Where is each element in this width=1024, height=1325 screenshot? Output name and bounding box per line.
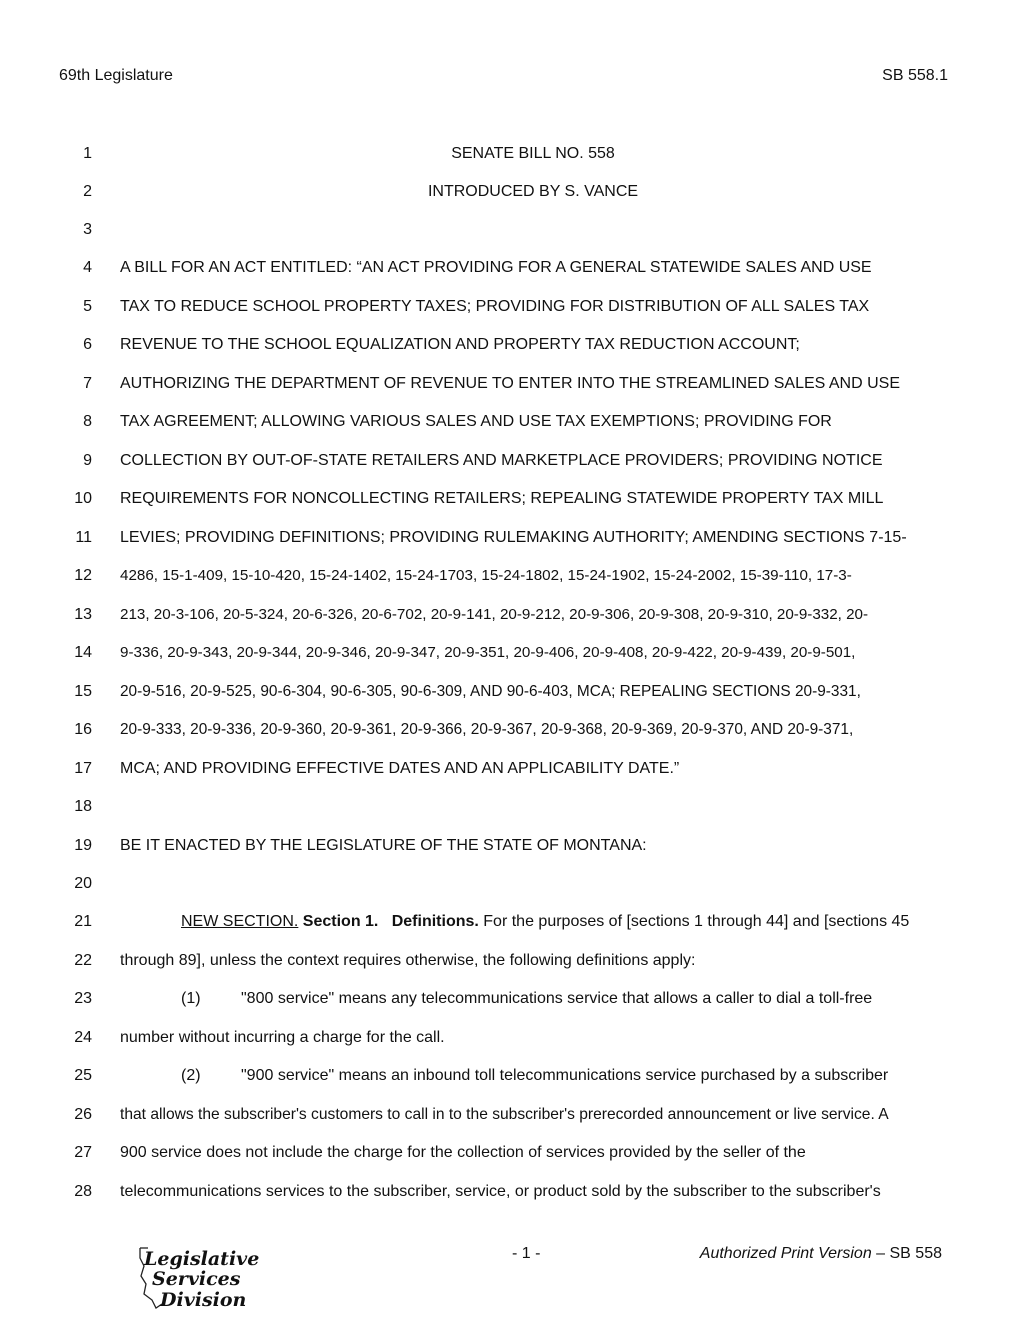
line-number: 2 xyxy=(83,183,92,200)
page-number: - 1 - xyxy=(512,1245,541,1262)
line-number: 1 xyxy=(83,145,92,162)
line-25 xyxy=(0,1065,1024,1087)
line-number: 17 xyxy=(74,760,92,777)
new-section-label: NEW SECTION. xyxy=(181,913,299,930)
line-text: LEVIES; PROVIDING DEFINITIONS; PROVIDING RULEMAKING AUTHORITY; AMENDING SECTIONS 7-15- xyxy=(120,529,907,546)
line-text: 900 service does not include the charge for the collection of services provided by the seller of the xyxy=(120,1144,806,1161)
line-number: 26 xyxy=(74,1106,92,1123)
line-text: TAX AGREEMENT; ALLOWING VARIOUS SALES AND USE TAX EXEMPTIONS; PROVIDING FOR xyxy=(120,413,832,430)
bill-sponsor: INTRODUCED BY S. VANCE xyxy=(427,183,639,200)
line-26 xyxy=(0,1104,1024,1126)
line-21 xyxy=(0,911,1024,933)
line-number: 25 xyxy=(74,1067,92,1084)
line-text: TAX TO REDUCE SCHOOL PROPERTY TAXES; PROVIDING FOR DISTRIBUTION OF ALL SALES TAX xyxy=(120,298,870,315)
line-number: 24 xyxy=(74,1029,92,1046)
line-20 xyxy=(0,873,1024,895)
line-12 xyxy=(0,565,1024,587)
line-text: 4286, 15-1-409, 15-10-420, 15-24-1402, 15-24-1703, 15-24-1802, 15-24-1902, 15-24-2002, 15-39-110, 17-3- xyxy=(120,567,852,584)
line-24 xyxy=(0,1027,1024,1049)
line-number: 4 xyxy=(83,259,92,276)
section-heading: Definitions. xyxy=(391,913,479,930)
line-number: 19 xyxy=(74,837,92,854)
logo-line-2: Services xyxy=(152,1268,241,1290)
line-number: 23 xyxy=(74,990,92,1007)
line-number: 11 xyxy=(75,529,92,546)
paragraph-text: "900 service" means an inbound toll telecommunications service purchased by a subscriber xyxy=(241,1067,889,1084)
line-number: 10 xyxy=(74,490,92,507)
line-16 xyxy=(0,719,1024,741)
line-11 xyxy=(0,527,1024,549)
line-text: number without incurring a charge for the call. xyxy=(120,1029,445,1046)
logo-line-3: Division xyxy=(160,1289,247,1311)
line-4 xyxy=(0,257,1024,279)
bill-title: SENATE BILL NO. 558 xyxy=(451,145,615,162)
line-10 xyxy=(0,488,1024,510)
line-text: REQUIREMENTS FOR NONCOLLECTING RETAILERS; REPEALING STATEWIDE PROPERTY TAX MILL xyxy=(120,490,884,507)
line-27 xyxy=(0,1142,1024,1164)
line-28 xyxy=(0,1181,1024,1203)
line-9 xyxy=(0,450,1024,472)
line-5 xyxy=(0,296,1024,318)
line-number: 5 xyxy=(83,298,92,315)
line-number: 6 xyxy=(83,336,92,353)
line-text: AUTHORIZING THE DEPARTMENT OF REVENUE TO ENTER INTO THE STREAMLINED SALES AND USE xyxy=(120,375,900,392)
line-text: that allows the subscriber's customers to call in to the subscriber's prerecorded announcement or live service. A xyxy=(120,1106,889,1123)
line-1 xyxy=(0,143,1024,165)
line-text: MCA; AND PROVIDING EFFECTIVE DATES AND AN APPLICABILITY DATE.” xyxy=(120,760,680,777)
line-number: 20 xyxy=(74,875,92,892)
line-3 xyxy=(0,219,1024,241)
line-text: 9-336, 20-9-343, 20-9-344, 20-9-346, 20-9-347, 20-9-351, 20-9-406, 20-9-408, 20-9-422, 20-9-439, 20-9-501, xyxy=(120,644,856,661)
line-number: 28 xyxy=(74,1183,92,1200)
line-number: 7 xyxy=(83,375,92,392)
line-6 xyxy=(0,334,1024,356)
line-text: telecommunications services to the subscriber, service, or product sold by the subscriber to the subscriber's xyxy=(120,1183,881,1200)
logo-line-1: Legislative xyxy=(144,1248,260,1270)
paragraph-number: (2) xyxy=(181,1067,201,1084)
line-number: 27 xyxy=(74,1144,92,1161)
line-text: A BILL FOR AN ACT ENTITLED: “AN ACT PROVIDING FOR A GENERAL STATEWIDE SALES AND USE xyxy=(120,259,872,276)
line-text: COLLECTION BY OUT-OF-STATE RETAILERS AND MARKETPLACE PROVIDERS; PROVIDING NOTICE xyxy=(120,452,883,469)
line-number: 18 xyxy=(74,798,92,815)
line-number: 15 xyxy=(74,683,92,700)
authorized-print-version xyxy=(700,1245,942,1263)
paragraph-text: "800 service" means any telecommunications service that allows a caller to dial a toll-free xyxy=(241,990,873,1007)
section-1-heading-line xyxy=(181,911,960,933)
line-number: 22 xyxy=(74,952,92,969)
paragraph-number: (1) xyxy=(181,990,201,1007)
section-text: For the purposes of [sections 1 through 44] and [sections 45 xyxy=(483,913,910,930)
line-2 xyxy=(0,181,1024,203)
line-19 xyxy=(0,835,1024,857)
line-number: 3 xyxy=(83,221,92,238)
line-text: 213, 20-3-106, 20-5-324, 20-6-326, 20-6-702, 20-9-141, 20-9-212, 20-9-306, 20-9-308, 20-9-310, 20-9-332, 20- xyxy=(120,606,869,623)
line-14 xyxy=(0,642,1024,664)
line-text: 20-9-516, 20-9-525, 90-6-304, 90-6-305, 90-6-309, AND 90-6-403, MCA; REPEALING SECTIONS 20-9-331, xyxy=(120,683,861,700)
line-number: 13 xyxy=(74,606,92,623)
line-23 xyxy=(0,988,1024,1010)
line-number: 16 xyxy=(74,721,92,738)
line-number: 8 xyxy=(83,413,92,430)
line-number: 9 xyxy=(83,452,92,469)
header-legislature: 69th Legislature xyxy=(59,67,173,84)
line-number: 14 xyxy=(74,644,92,661)
line-8 xyxy=(0,411,1024,433)
line-15 xyxy=(0,681,1024,703)
line-number: 21 xyxy=(74,913,92,930)
section-number: Section 1. xyxy=(302,913,379,930)
legislative-services-division-logo xyxy=(132,1244,262,1314)
header-bill-number: SB 558.1 xyxy=(882,67,948,84)
line-17 xyxy=(0,758,1024,780)
line-13 xyxy=(0,604,1024,626)
enacting-clause: BE IT ENACTED BY THE LEGISLATURE OF THE STATE OF MONTANA: xyxy=(120,837,647,854)
line-text: 20-9-333, 20-9-336, 20-9-360, 20-9-361, 20-9-366, 20-9-367, 20-9-368, 20-9-369, 20-9-370, AND 20-9-371, xyxy=(120,721,854,738)
line-text: through 89], unless the context requires otherwise, the following definitions apply: xyxy=(120,952,696,969)
authorized-label: Authorized Print Version xyxy=(699,1245,872,1262)
line-22 xyxy=(0,950,1024,972)
line-text: REVENUE TO THE SCHOOL EQUALIZATION AND PROPERTY TAX REDUCTION ACCOUNT; xyxy=(120,336,800,353)
line-number: 12 xyxy=(74,567,92,584)
line-18 xyxy=(0,796,1024,818)
line-7 xyxy=(0,373,1024,395)
authorized-bill: – SB 558 xyxy=(871,1245,942,1262)
